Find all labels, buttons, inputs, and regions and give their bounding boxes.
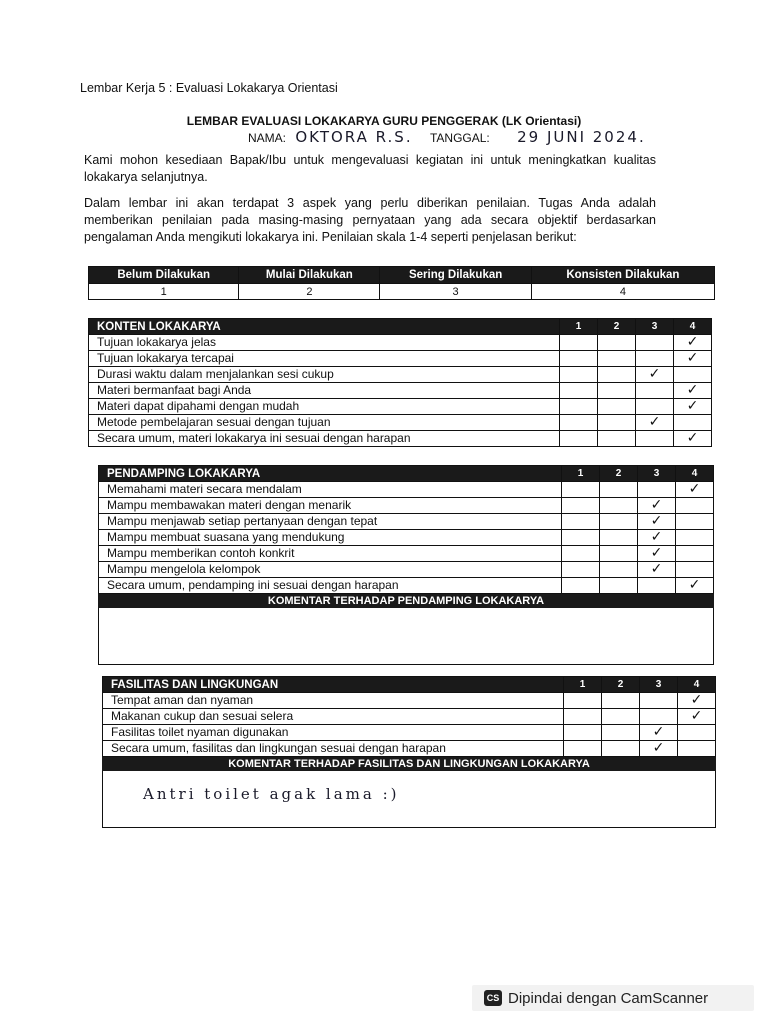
rating-cell-2[interactable] — [602, 693, 640, 709]
scale-table — [88, 266, 715, 300]
rating-cell-1[interactable] — [562, 546, 600, 562]
rating-cell-1[interactable] — [564, 693, 602, 709]
item-label: Mampu membuat suasana yang mendukung — [99, 530, 562, 546]
rating-cell-3[interactable] — [638, 482, 676, 498]
col-header-2: 2 — [602, 677, 640, 693]
rating-cell-4[interactable] — [676, 578, 714, 594]
rating-cell-2[interactable] — [602, 709, 640, 725]
rating-cell-1[interactable] — [560, 399, 598, 415]
konten-table — [88, 318, 712, 447]
item-label: Memahami materi secara mendalam — [99, 482, 562, 498]
rating-cell-2[interactable] — [598, 415, 636, 431]
rating-cell-4[interactable] — [676, 562, 714, 578]
rating-cell-1[interactable] — [560, 431, 598, 447]
rating-cell-4[interactable] — [676, 530, 714, 546]
check-mark-icon: ✓ — [650, 545, 663, 561]
fasilitas-comment-header: KOMENTAR TERHADAP FASILITAS DAN LINGKUNGAN LOKAKARYA — [102, 757, 716, 771]
rating-cell-4[interactable] — [674, 383, 712, 399]
item-label: Tempat aman dan nyaman — [103, 693, 564, 709]
rating-row — [89, 351, 712, 367]
rating-cell-3[interactable] — [636, 415, 674, 431]
rating-cell-3[interactable] — [636, 351, 674, 367]
rating-row — [99, 514, 714, 530]
scale-value-4: 4 — [531, 284, 714, 300]
rating-row — [89, 415, 712, 431]
check-mark-icon: ✓ — [652, 724, 665, 740]
rating-row — [103, 741, 716, 757]
item-label: Tujuan lokakarya jelas — [89, 335, 560, 351]
rating-cell-3[interactable] — [638, 498, 676, 514]
rating-row — [89, 431, 712, 447]
rating-cell-2[interactable] — [600, 514, 638, 530]
rating-cell-1[interactable] — [560, 383, 598, 399]
pendamping-table — [98, 465, 714, 594]
rating-cell-3[interactable] — [638, 530, 676, 546]
rating-cell-3[interactable] — [640, 741, 678, 757]
rating-cell-2[interactable] — [598, 383, 636, 399]
rating-cell-1[interactable] — [562, 530, 600, 546]
rating-cell-4[interactable] — [674, 335, 712, 351]
col-header-4: 4 — [678, 677, 716, 693]
rating-cell-3[interactable] — [636, 335, 674, 351]
rating-cell-4[interactable] — [674, 431, 712, 447]
rating-cell-4[interactable] — [674, 351, 712, 367]
name-date-row — [248, 128, 646, 146]
col-header-3: 3 — [640, 677, 678, 693]
rating-row — [99, 578, 714, 594]
form-title: LEMBAR EVALUASI LOKAKARYA GURU PENGGERAK (LK Orientasi) — [186, 114, 582, 128]
item-label: Mampu mengelola kelompok — [99, 562, 562, 578]
col-header-1: 1 — [564, 677, 602, 693]
rating-cell-1[interactable] — [564, 709, 602, 725]
camscanner-badge — [472, 985, 754, 1011]
section-pendamping — [98, 465, 714, 665]
rating-cell-2[interactable] — [600, 530, 638, 546]
camscanner-text: Dipindai dengan CamScanner — [508, 989, 709, 1007]
rating-row — [89, 383, 712, 399]
worksheet-label: Lembar Kerja 5 : Evaluasi Lokakarya Orientasi — [80, 81, 338, 95]
col-header-1: 1 — [560, 319, 598, 335]
check-mark-icon: ✓ — [650, 561, 663, 577]
name-label: NAMA: — [248, 131, 287, 145]
scale-value-2: 2 — [239, 284, 380, 300]
rating-cell-2[interactable] — [602, 725, 640, 741]
check-mark-icon: ✓ — [648, 366, 661, 382]
rating-cell-1[interactable] — [560, 415, 598, 431]
intro-paragraph-2: Dalam lembar ini akan terdapat 3 aspek yang perlu diberikan penilaian. Tugas Anda adalah memberikan penilaian pada masing-masing pernyataan yang ada secara objektif berdasarkan pengalaman Anda mengikuti lokakarya ini. Penilaian skala 1-4 seperti penjelasan berikut: — [84, 196, 656, 244]
rating-row — [99, 562, 714, 578]
rating-cell-1[interactable] — [562, 514, 600, 530]
pendamping-comment-header: KOMENTAR TERHADAP PENDAMPING LOKAKARYA — [98, 594, 714, 608]
rating-cell-3[interactable] — [640, 693, 678, 709]
scale-value-1: 1 — [89, 284, 239, 300]
rating-row — [99, 546, 714, 562]
pendamping-comment-box[interactable] — [98, 608, 714, 665]
item-label: Secara umum, fasilitas dan lingkungan sesuai dengan harapan — [103, 741, 564, 757]
check-mark-icon: ✓ — [686, 430, 699, 446]
rating-cell-3[interactable] — [636, 399, 674, 415]
intro-paragraph-1: Kami mohon kesediaan Bapak/Ibu untuk mengevaluasi kegiatan ini untuk meningkatkan kualitas lokakarya selanjutnya. — [84, 153, 656, 184]
rating-cell-2[interactable] — [600, 498, 638, 514]
rating-cell-3[interactable] — [640, 725, 678, 741]
rating-cell-1[interactable] — [562, 482, 600, 498]
rating-cell-2[interactable] — [598, 351, 636, 367]
fasilitas-comment-text: Antri toilet agak lama :) — [143, 785, 400, 803]
scale-header-3: Sering Dilakukan — [380, 267, 531, 284]
rating-cell-2[interactable] — [598, 367, 636, 383]
scale-header-2: Mulai Dilakukan — [239, 267, 380, 284]
rating-cell-2[interactable] — [602, 741, 640, 757]
name-value: OKTORA R.S. — [295, 128, 413, 146]
rating-cell-3[interactable] — [638, 578, 676, 594]
item-label: Makanan cukup dan sesuai selera — [103, 709, 564, 725]
rating-cell-4[interactable] — [678, 741, 716, 757]
rating-row — [89, 399, 712, 415]
fasilitas-comment-box[interactable] — [102, 771, 716, 828]
rating-cell-2[interactable] — [598, 335, 636, 351]
rating-row — [103, 709, 716, 725]
scale-header-4: Konsisten Dilakukan — [531, 267, 714, 284]
pendamping-title: PENDAMPING LOKAKARYA — [99, 466, 562, 482]
fasilitas-title: FASILITAS DAN LINGKUNGAN — [103, 677, 564, 693]
rating-cell-1[interactable] — [564, 725, 602, 741]
col-header-2: 2 — [598, 319, 636, 335]
konten-title: KONTEN LOKAKARYA — [89, 319, 560, 335]
check-mark-icon: ✓ — [686, 334, 699, 350]
item-label: Metode pembelajaran sesuai dengan tujuan — [89, 415, 560, 431]
rating-row — [99, 482, 714, 498]
camscanner-icon: CS — [484, 990, 502, 1006]
item-label: Mampu menjawab setiap pertanyaan dengan tepat — [99, 514, 562, 530]
rating-cell-3[interactable] — [640, 709, 678, 725]
rating-cell-4[interactable] — [674, 415, 712, 431]
check-mark-icon: ✓ — [650, 529, 663, 545]
rating-cell-4[interactable] — [676, 514, 714, 530]
check-mark-icon: ✓ — [650, 497, 663, 513]
check-mark-icon: ✓ — [688, 481, 701, 497]
rating-row — [99, 530, 714, 546]
section-konten — [88, 318, 712, 447]
col-header-4: 4 — [676, 466, 714, 482]
check-mark-icon: ✓ — [688, 577, 701, 593]
scale-header-1: Belum Dilakukan — [89, 267, 239, 284]
rating-cell-3[interactable] — [638, 546, 676, 562]
rating-row — [89, 335, 712, 351]
rating-row — [89, 367, 712, 383]
rating-cell-4[interactable] — [678, 725, 716, 741]
date-value: 29 JUNI 2024. — [517, 128, 646, 146]
check-mark-icon: ✓ — [650, 513, 663, 529]
check-mark-icon: ✓ — [648, 414, 661, 430]
rating-row — [99, 498, 714, 514]
check-mark-icon: ✓ — [690, 692, 703, 708]
rating-cell-3[interactable] — [638, 562, 676, 578]
rating-cell-4[interactable] — [674, 367, 712, 383]
rating-cell-2[interactable] — [600, 578, 638, 594]
item-label: Secara umum, materi lokakarya ini sesuai dengan harapan — [89, 431, 560, 447]
rating-cell-2[interactable] — [600, 546, 638, 562]
col-header-2: 2 — [600, 466, 638, 482]
item-label: Durasi waktu dalam menjalankan sesi cukup — [89, 367, 560, 383]
check-mark-icon: ✓ — [686, 382, 699, 398]
rating-cell-2[interactable] — [600, 482, 638, 498]
check-mark-icon: ✓ — [686, 350, 699, 366]
item-label: Secara umum, pendamping ini sesuai dengan harapan — [99, 578, 562, 594]
rating-cell-2[interactable] — [598, 399, 636, 415]
rating-cell-3[interactable] — [636, 383, 674, 399]
col-header-1: 1 — [562, 466, 600, 482]
item-label: Mampu memberikan contoh konkrit — [99, 546, 562, 562]
date-label: TANGGAL: — [429, 131, 490, 145]
pendamping-comment-text — [99, 608, 713, 636]
rating-cell-4[interactable] — [678, 709, 716, 725]
rating-row — [103, 725, 716, 741]
scale-value-3: 3 — [380, 284, 531, 300]
rating-cell-1[interactable] — [562, 498, 600, 514]
rating-cell-4[interactable] — [676, 546, 714, 562]
rating-row — [103, 693, 716, 709]
col-header-3: 3 — [636, 319, 674, 335]
item-label: Mampu membawakan materi dengan menarik — [99, 498, 562, 514]
rating-cell-1[interactable] — [564, 741, 602, 757]
rating-cell-2[interactable] — [600, 562, 638, 578]
rating-cell-4[interactable] — [676, 498, 714, 514]
rating-cell-3[interactable] — [636, 431, 674, 447]
rating-cell-1[interactable] — [560, 335, 598, 351]
rating-cell-1[interactable] — [562, 578, 600, 594]
fasilitas-table — [102, 676, 716, 757]
section-fasilitas — [102, 676, 716, 828]
rating-cell-1[interactable] — [560, 351, 598, 367]
rating-cell-4[interactable] — [676, 482, 714, 498]
rating-cell-4[interactable] — [674, 399, 712, 415]
item-label: Fasilitas toilet nyaman digunakan — [103, 725, 564, 741]
rating-cell-3[interactable] — [636, 367, 674, 383]
col-header-4: 4 — [674, 319, 712, 335]
rating-cell-1[interactable] — [560, 367, 598, 383]
rating-cell-3[interactable] — [638, 514, 676, 530]
rating-cell-2[interactable] — [598, 431, 636, 447]
col-header-3: 3 — [638, 466, 676, 482]
check-mark-icon: ✓ — [690, 708, 703, 724]
item-label: Materi dapat dipahami dengan mudah — [89, 399, 560, 415]
check-mark-icon: ✓ — [686, 398, 699, 414]
item-label: Materi bermanfaat bagi Anda — [89, 383, 560, 399]
rating-cell-1[interactable] — [562, 562, 600, 578]
item-label: Tujuan lokakarya tercapai — [89, 351, 560, 367]
check-mark-icon: ✓ — [652, 740, 665, 756]
rating-cell-4[interactable] — [678, 693, 716, 709]
